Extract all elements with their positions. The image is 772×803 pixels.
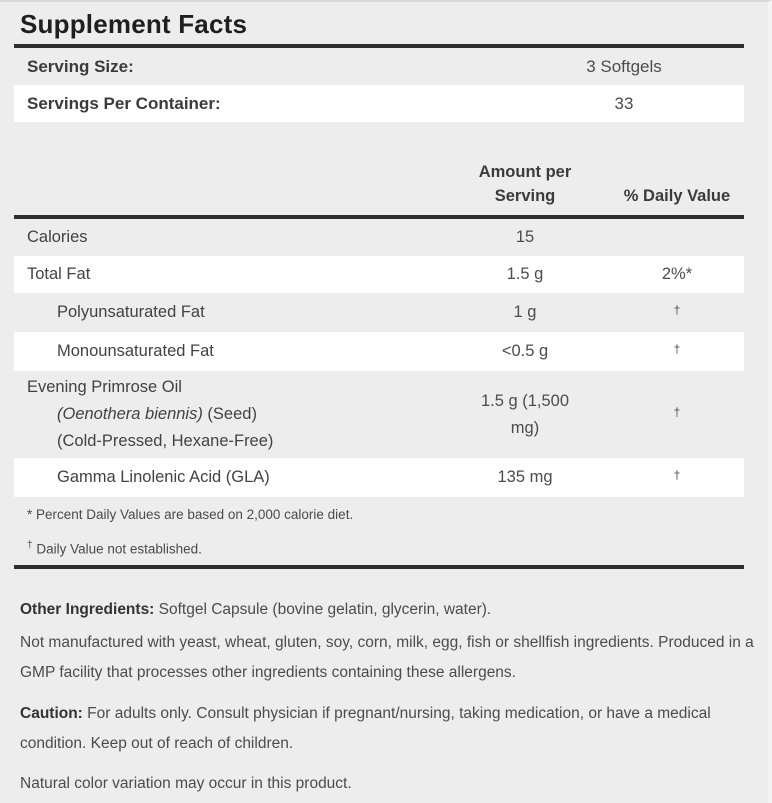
nutrient-row-total-fat [14,256,744,293]
supplement-facts-panel [14,2,744,569]
nutrient-row-evening-primrose-oil [14,371,744,458]
nutrient-amount: 135 mg [497,468,553,486]
nutrient-amount: 15 [515,228,535,246]
nutrient-amount-line2: mg) [510,418,540,437]
dagger-symbol: † [673,468,681,482]
dagger-symbol: † [27,540,33,551]
plant-part: (Seed) [202,405,257,423]
footnote-percent-daily-values: * Percent Daily Values are based on 2,000 calorie diet. [27,507,354,522]
caution-label: Caution: [20,704,83,722]
nutrient-daily-value [610,342,744,361]
dagger-symbol: † [673,303,681,317]
nutrient-name: Monounsaturated Fat [57,342,214,360]
nutrient-daily-value: 2%* [661,265,693,283]
nutrient-name: Gamma Linolenic Acid (GLA) [57,468,270,486]
amount-per-serving-header [440,160,610,208]
footnote-text: Daily Value not established. [32,541,202,557]
nutrient-row-gamma-linolenic-acid [14,458,744,497]
serving-size-label: Serving Size: [27,56,134,76]
serving-size-row [14,48,744,85]
daily-value-header: % Daily Value [623,187,731,205]
nutrient-name [14,374,440,455]
color-variation-note: Natural color variation may occur in this product. [20,774,352,792]
other-ingredients-label: Other Ingredients: [20,600,155,618]
nutrient-name: Total Fat [27,265,91,283]
nutrient-name-line3: (Cold-Pressed, Hexane-Free) [57,432,274,450]
nutrient-amount: <0.5 g [501,342,549,360]
nutrient-amount: 1 g [513,303,537,321]
serving-size-value: 3 Softgels [586,56,662,76]
dagger-symbol: † [673,405,681,419]
nutrient-row-calories [14,219,744,256]
nutrient-daily-value [610,468,744,487]
footnote-daily-value-not-established [14,537,744,558]
caution-text: For adults only. Consult physician if pregnant/nursing, taking medication, or have a medical condition. Keep out of reach of children. [20,704,711,752]
servings-per-container-row [14,85,744,122]
caution-paragraph [20,699,758,759]
divider-bottom [14,565,744,569]
other-ingredients-text: Softgel Capsule (bovine gelatin, glycerin, water). [158,600,492,618]
servings-per-container-value: 33 [614,93,634,113]
nutrient-amount-line1: 1.5 g (1,500 [480,391,570,410]
nutrient-name: Polyunsaturated Fat [57,303,205,321]
dagger-symbol: † [673,342,681,356]
nutrient-name: Calories [27,228,88,246]
nutrient-row-polyunsaturated-fat [14,293,744,332]
amount-header-line2: Serving [494,187,556,205]
panel-title: Supplement Facts [20,9,248,39]
allergen-statement: Not manufactured with yeast, wheat, gluten, soy, corn, milk, egg, fish or shellfish ingredients. Produced in a GMP facility that processes other ingredients containing these allergens. [20,633,754,681]
nutrient-amount: 1.5 g [506,265,544,283]
column-header-row [14,160,744,215]
nutrient-name-line2 [27,401,440,428]
other-ingredients-paragraph [20,595,758,625]
nutrient-daily-value [610,405,744,424]
nutrient-daily-value [610,303,744,322]
nutrient-row-monounsaturated-fat [14,332,744,371]
botanical-name: (Oenothera biennis) [57,405,203,423]
nutrient-name-line1: Evening Primrose Oil [27,378,182,396]
additional-info-section [20,595,758,799]
servings-per-container-label: Servings Per Container: [27,93,221,113]
nutrient-amount [440,388,610,442]
amount-header-line1: Amount per [478,163,572,181]
